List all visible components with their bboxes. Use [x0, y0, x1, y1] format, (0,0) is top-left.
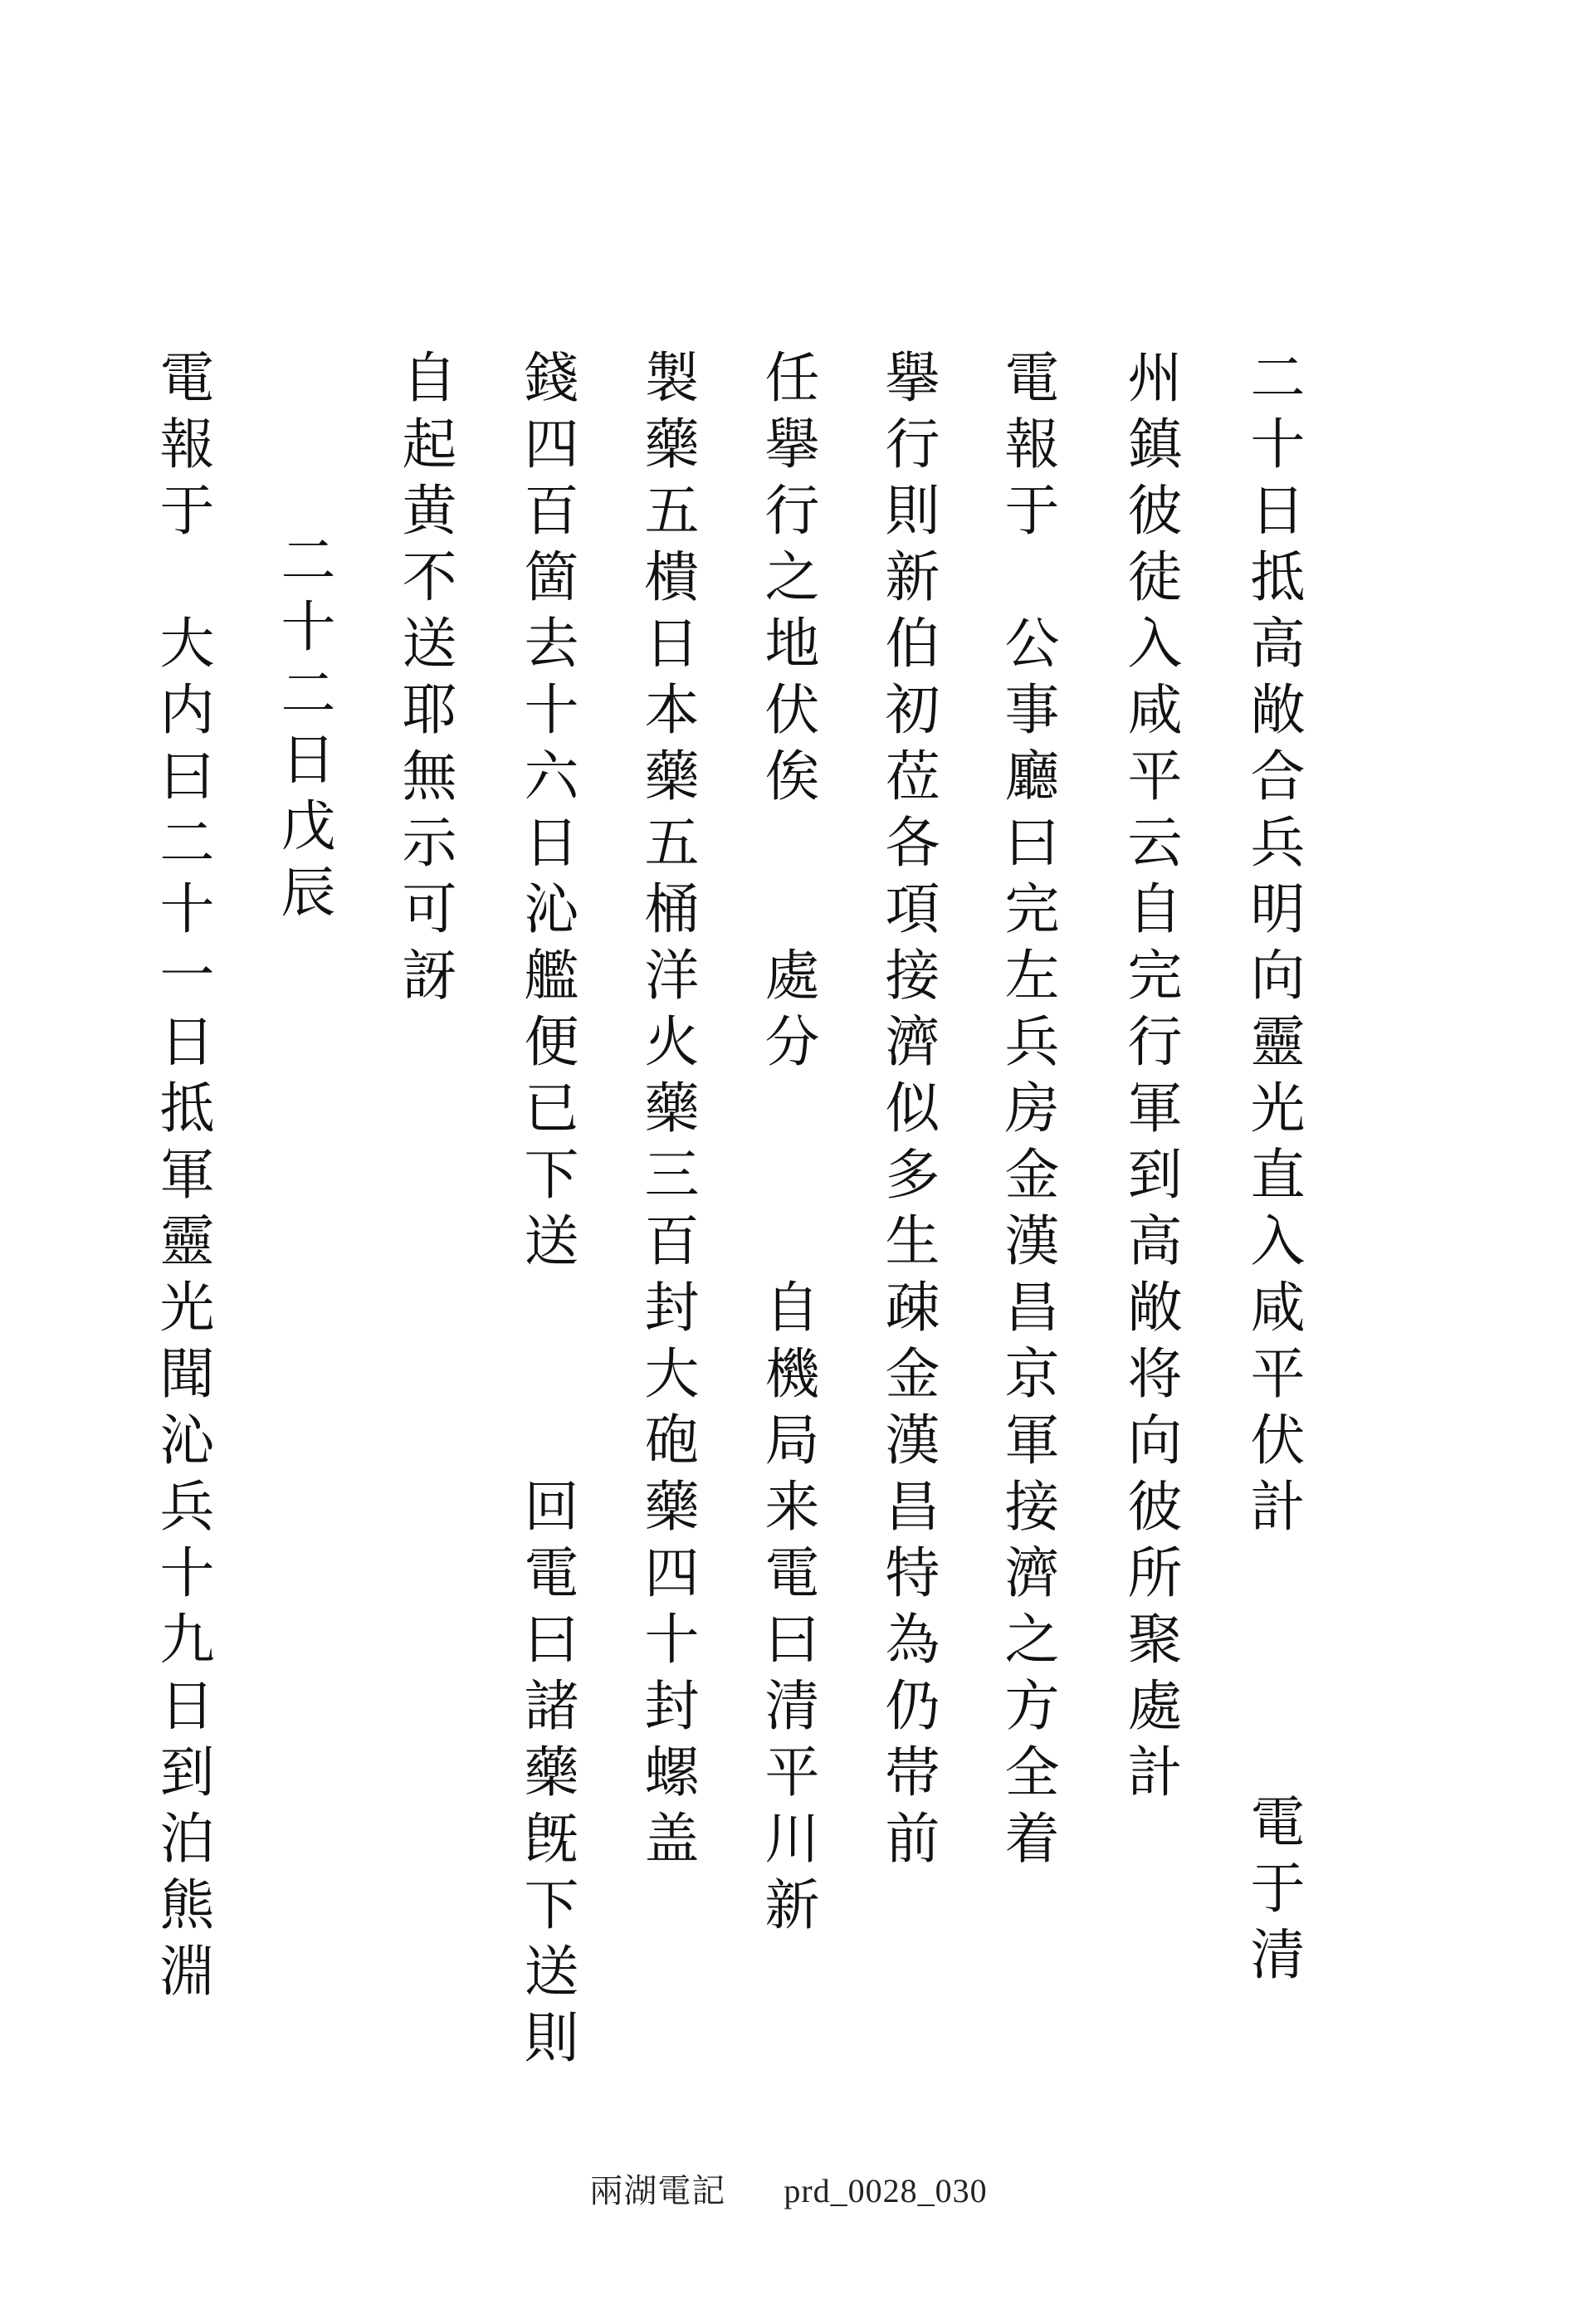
text-column-1: 二十日抵高敞合兵明向靈光直入咸平伏計 [1241, 349, 1305, 1544]
text-column-7: 錢四百箇去十六日沁艦便已下送 回電曰諸藥旣下送則 [515, 349, 579, 2075]
footer-title: 兩湖電記 [589, 2172, 726, 2209]
text-column-1b: 電于清 [1241, 1793, 1305, 1992]
text-column-3: 電報于 公事廳曰完左兵房金漢昌京軍接濟之方全着 [995, 349, 1059, 1876]
text-column-6: 製藥五樻日本藥五桶洋火藥三百封大砲藥四十封螺盖 [635, 349, 699, 1876]
footer-page-id: prd_0028_030 [784, 2172, 988, 2209]
page-footer [0, 2165, 1577, 2212]
text-column-2: 州鎮彼徒入咸平云自完行軍到高敞将向彼所聚處計 [1118, 349, 1182, 1809]
text-column-10: 電報于 大内曰二十一日抵軍靈光聞沁兵十九日到泊熊淵 [150, 349, 214, 2009]
date-heading: 二十二日戊辰 [271, 531, 335, 930]
text-column-8: 自起黄不送耶無示可訝 [393, 349, 456, 1013]
text-column-5: 任擧行之地伏俟 處分 自機局来電曰清平川新 [755, 349, 819, 1942]
text-column-4: 擧行則新伯初莅各項接濟似多生疎金漢昌特為仍帯前 [876, 349, 940, 1876]
